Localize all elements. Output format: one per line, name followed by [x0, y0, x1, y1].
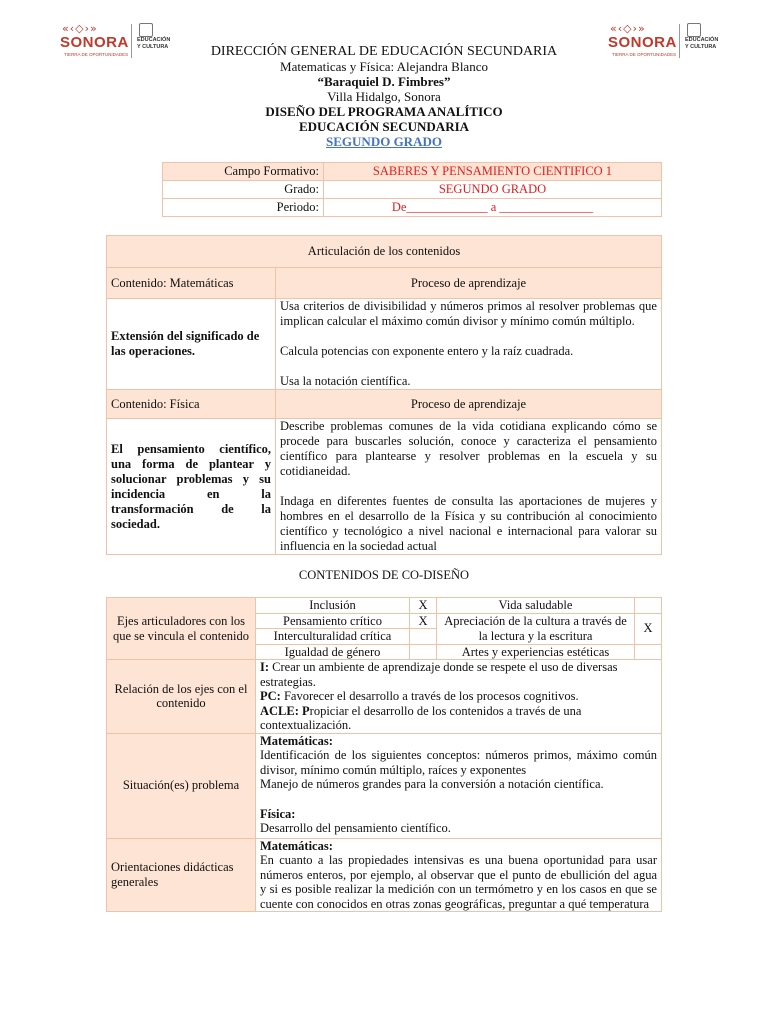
header-level: EDUCACIÓN SECUNDARIA [298, 119, 470, 134]
grado-label: Grado: [163, 181, 324, 199]
ejes-grid [256, 598, 661, 659]
sit-mat-title: Matemáticas: [260, 733, 333, 748]
relacion-label: Relación de los ejes con el contenido [107, 660, 256, 734]
header-teacher: Matematicas y Física: Alejandra Blanco [280, 59, 488, 74]
table-row [107, 236, 662, 268]
articulacion-table [106, 235, 662, 555]
fis-content: El pensamiento científico, una forma de plantear y solucionar problemas y su incidencia en la transformación de la sociedad. [107, 419, 276, 555]
rel-acle-text: ropiciar el desarrollo de los contenidos a través de una contextualización. [260, 703, 582, 732]
rel-acle-key: ACLE: P [260, 703, 310, 718]
orient-mat-title: Matemáticas: [260, 838, 333, 853]
sit-fis-p1: Desarrollo del pensamiento científico. [260, 821, 451, 835]
sonora-wordmark: SONORA [608, 34, 677, 51]
eje-artes-mark [635, 644, 662, 659]
rel-i-text: Crear un ambiente de aprendizaje donde se respete el uso de diversas estrategias. [260, 660, 618, 689]
table-row [163, 181, 662, 199]
eje-inclusion-mark: X [410, 598, 437, 613]
rel-pc [260, 689, 657, 704]
eje-vida: Vida saludable [437, 598, 635, 613]
header-school: “Baraquiel D. Fimbres” [317, 74, 451, 89]
campo-label: Campo Formativo: [163, 163, 324, 181]
fis-process-p1: Describe problemas comunes de la vida cotidiana explicando cómo se procede para buscarles solución, conoce y caracteriza el pensamiento científico para plantearse y resolver problemas en la escuela y su cotidianeidad. [280, 419, 657, 478]
periodo-value: De_____________ a _______________ [324, 199, 662, 217]
mat-process-p1: Usa criterios de divisibilidad y números primos al resolver problemas que implican calcular el máximo común divisor y mínimo común múltiplo. [280, 299, 657, 328]
rel-pc-text: Favorecer el desarrollo a través de los procesos cognitivos. [280, 689, 579, 703]
header-grade-link[interactable]: SEGUNDO GRADO [326, 134, 442, 149]
fis-process-p2: Indaga en diferentes fuentes de consulta las aportaciones de mujeres y hombres en el desarrollo de la Física y su contribución al conocimiento científico y tecnológico a nivel nacional e internacional para valorar su influencia en la sociedad actual [280, 494, 657, 553]
mat-proc-header: Proceso de aprendizaje [276, 268, 662, 299]
table-row [107, 838, 662, 912]
fis-proc-header: Proceso de aprendizaje [276, 390, 662, 419]
table-row [107, 598, 662, 660]
sit-mat-p2: Manejo de números grandes para la conversión a notación científica. [260, 777, 604, 791]
codiseno-table [106, 597, 662, 912]
header-program: DISEÑO DEL PROGRAMA ANALÍTICO [265, 104, 503, 119]
ejes-grid-cell [256, 598, 662, 660]
eje-pensamiento: Pensamiento crítico [256, 613, 410, 629]
info-table [162, 162, 662, 217]
spacer [280, 359, 657, 374]
sonora-tagline: TIERRA DE OPORTUNIDADES [612, 52, 677, 57]
sec-line2: Y CULTURA [137, 43, 169, 50]
sonora-wordmark: SONORA [60, 34, 129, 51]
mat-process-p2: Calcula potencias con exponente entero y la raíz cuadrada. [280, 344, 574, 358]
sec-line1: EDUCACIÓN [137, 37, 171, 43]
table-row [107, 419, 662, 555]
seal-icon [687, 23, 701, 37]
situacion-label: Situación(es) problema [107, 733, 256, 838]
mat-process-p3: Usa la notación científica. [280, 374, 411, 388]
eje-pensamiento-mark: X [410, 613, 437, 629]
mat-header: Contenido: Matemáticas [107, 268, 276, 299]
fis-header: Contenido: Física [107, 390, 276, 419]
logo-ornament-icon: «‹◇›» [62, 22, 98, 35]
sonora-tagline: TIERRA DE OPORTUNIDADES [64, 52, 129, 57]
sit-mat-p1: Identificación de los siguientes conceptos: números primos, máximo común divisor, mínimo común múltiplo, raíces y exponentes [260, 748, 657, 777]
rel-acle [260, 704, 657, 733]
fis-process [276, 419, 662, 555]
header-direction: DIRECCIÓN GENERAL DE EDUCACIÓN SECUNDARIA [210, 44, 558, 59]
spacer [280, 329, 657, 344]
situacion-content [256, 733, 662, 838]
table-row [107, 660, 662, 734]
orient-label: Orientaciones didácticas generales [107, 838, 256, 912]
campo-value: SABERES Y PENSAMIENTO CIENTIFICO 1 [324, 163, 662, 181]
articulacion-title: Articulación de los contenidos [107, 236, 662, 268]
table-row [107, 390, 662, 419]
table-row [256, 598, 661, 613]
eje-inclusion: Inclusión [256, 598, 410, 613]
sec-line1: EDUCACIÓN [685, 37, 719, 43]
ejes-label: Ejes articuladores con los que se vincula el contenido [107, 598, 256, 660]
eje-apreciacion-mark: X [635, 613, 662, 644]
sec-line2: Y CULTURA [685, 43, 717, 50]
table-row [256, 613, 661, 629]
table-row [163, 163, 662, 181]
orient-content [256, 838, 662, 912]
seal-icon [139, 23, 153, 37]
eje-igualdad-mark [410, 644, 437, 659]
eje-intercultural-mark [410, 629, 437, 645]
table-row [163, 199, 662, 217]
rel-pc-key: PC: [260, 689, 281, 703]
logo-ornament-icon: «‹◇›» [610, 22, 646, 35]
relacion-content [256, 660, 662, 734]
mat-content: Extensión del significado de las operaciones. [107, 299, 276, 390]
spacer [280, 479, 657, 494]
table-row [256, 644, 661, 659]
rel-i [260, 660, 657, 689]
periodo-label: Periodo: [163, 199, 324, 217]
sit-fis-title: Física: [260, 806, 296, 821]
table-row [107, 299, 662, 390]
eje-apreciacion: Apreciación de la cultura a través de la lectura y la escritura [437, 613, 635, 644]
document-header [0, 44, 768, 149]
codiseno-title: CONTENIDOS DE CO-DISEÑO [298, 568, 470, 582]
eje-intercultural: Interculturalidad crítica [256, 629, 410, 645]
grado-value: SEGUNDO GRADO [324, 181, 662, 199]
table-row [107, 733, 662, 838]
spacer [260, 792, 657, 807]
eje-artes: Artes y experiencias estéticas [437, 644, 635, 659]
rel-i-key: I: [260, 660, 270, 674]
table-row [107, 268, 662, 299]
eje-vida-mark [635, 598, 662, 613]
header-location: Villa Hidalgo, Sonora [327, 89, 441, 104]
eje-igualdad: Igualdad de género [256, 644, 410, 659]
orient-p1: En cuanto a las propiedades intensivas es una buena oportunidad para usar números enteros, por ejemplo, al observar que el punto de ebullición del agua y si es posible realizar la medición con un termómetro y en los casos en que se cuente con conocidos en otras zonas geográficas, preguntar a qué temperatura [260, 853, 657, 911]
mat-process [276, 299, 662, 390]
